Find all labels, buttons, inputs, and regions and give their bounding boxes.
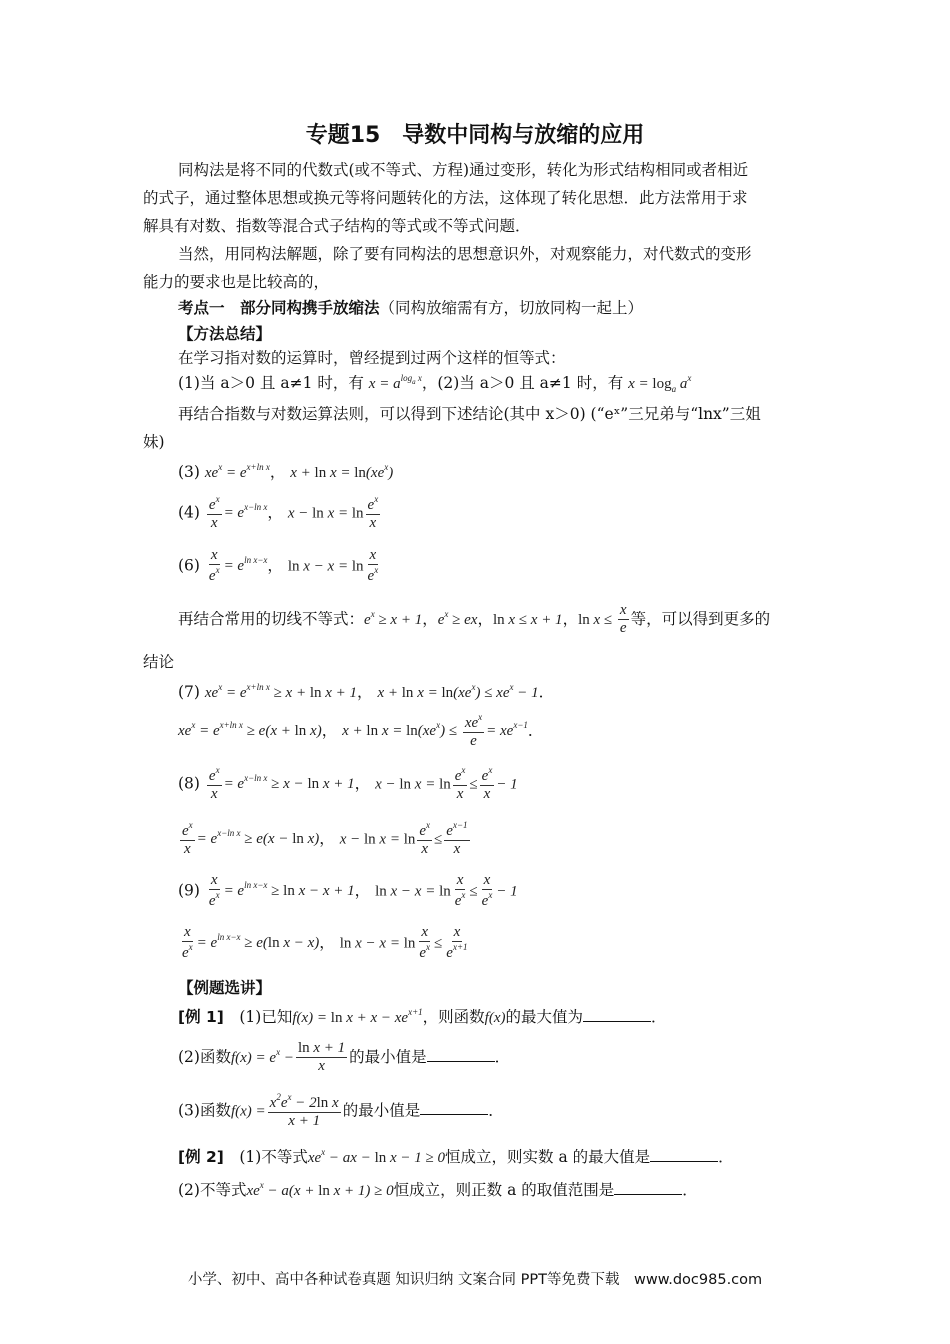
answer-blank[interactable] xyxy=(650,1147,718,1162)
method-line: 结论 xyxy=(143,653,175,671)
formula-7b: $xe^x = e^{x+ln x} \ge e(x + \ln x)$， $x + \ln x = \ln(xe^x)$ ≤ $\frac{xe^x}{e}$ = $xe^{x-1}$． xyxy=(178,712,544,750)
example-2-q2: (2)不等式$xe^x - a(x + \ln x + 1) \ge 0$恒成立，则正数 a 的取值范围是 ． xyxy=(178,1180,698,1199)
footer-text: 小学、初中、高中各种试卷真题 知识归纳 文案合同 PPT等免费下载 www.doc985.com xyxy=(187,1272,763,1288)
formula-7a: (7) $xe^x = e^{x+ln x} \ge x + \ln x + 1$， $x + \ln x = \ln(xe^x) \le xe^x - 1$． xyxy=(178,682,555,701)
method-line: 妹) xyxy=(143,433,165,451)
method-line: 在学习指对数的运算时，曾经提到过两个这样的恒等式： xyxy=(178,349,566,367)
example-1-q1: [例 1] (1)已知$f(x) = \ln x + x - xe^{x+1}$，则函数f(x)的最大值为 ． xyxy=(178,1007,667,1026)
kaodian-note: （同构放缩需有方，切放同构一起上） xyxy=(379,299,644,317)
answer-blank[interactable] xyxy=(420,1100,488,1115)
formula-9a: (9) $\frac{x}{e^x}$ = $e^{ln x-x} \ge \ln x - x + 1$， ln x − x = ln $\frac{x}{e^x}$ ≤ $\frac{x}{e^x}$ − 1 xyxy=(178,872,518,910)
answer-blank[interactable] xyxy=(427,1047,495,1062)
answer-blank[interactable] xyxy=(614,1180,682,1195)
example-1-q2: (2)函数$f(x) = e^x$ − $\frac{\text{ln x + 1}}{x}$ 的最小值是 ． xyxy=(178,1040,511,1075)
kaodian-label: 考点一 部分同构携手放缩法 xyxy=(178,299,380,317)
formula-6: (6) $\frac{x}{e^x}$ = $e^{ln x-x}$， ln x − x = ln $\frac{x}{e^x}$ xyxy=(178,547,379,585)
intro-line: 当然，用同构法解题，除了要有同构法的思想意识外，对观察能力，对代数式的变形 xyxy=(178,245,752,263)
examples-heading: 【例题选讲】 xyxy=(178,979,272,997)
page-title: 专题15 导数中同构与放缩的应用 xyxy=(305,123,645,148)
formula-8b: $\frac{e^x}{x}$ = $e^{x-ln x} \ge e(x - \ln x)$， x − ln x = ln $\frac{e^x}{x}$ ≤ $\frac{e^{x-1}}{x}$ xyxy=(182,820,468,858)
intro-line: 解具有对数、指数等混合式子结构的等式或不等式问题． xyxy=(143,217,531,235)
method-heading: 【方法总结】 xyxy=(178,325,272,343)
identity-line: (1)当 a＞0 且 a≠1 时，有 $x = a^{log_a x}$，(2)当 a＞0 且 a≠1 时，有 $x = \log_a a^x$ xyxy=(178,373,692,394)
example-1-q3: (3)函数f(x) = $\frac{x^2e^x - 2\ln x}{x + 1}$ 的最小值是 ． xyxy=(178,1092,504,1130)
formula-8a: (8) $\frac{e^x}{x}$ = $e^{x-ln x} \ge x - \ln x + 1$， x − ln x = ln $\frac{e^x}{x}$ ≤ $\frac{e^x}{x}$ − 1 xyxy=(178,765,518,803)
tangent-line: 再结合常用的切线不等式：$e^x \ge x + 1$，$e^x$ ≥ ex，ln x ≤ x + 1，ln x ≤ $\frac{x}{e}$ 等，可以得到更多的 xyxy=(178,602,771,637)
intro-line: 能力的要求也是比较高的， xyxy=(143,273,330,291)
answer-blank[interactable] xyxy=(583,1007,651,1022)
formula-3: (3) $xe^x = e^{x+ln x}$， $x + \ln x = \ln(xe^x)$ xyxy=(178,462,394,481)
example-2-q1: [例 2] (1)不等式$xe^x$ − ax − ln x − 1 ≥ 0恒成立，则实数 a 的最大值是 ． xyxy=(178,1147,734,1166)
method-line: 再结合指数与对数运算法则，可以得到下述结论(其中 x＞0) (“eˣ”三兄弟与“lnx”三姐 xyxy=(178,405,761,423)
formula-4: (4) $\frac{e^x}{x}$ = $e^{x-ln x}$， x − ln x = ln $\frac{e^x}{x}$ xyxy=(178,494,379,532)
intro-line: 同构法是将不同的代数式(或不等式、方程)通过变形，转化为形式结构相同或者相近 xyxy=(178,161,749,179)
intro-line: 的式子，通过整体思想或换元等将问题转化的方法，这体现了转化思想．此方法常用于求 xyxy=(143,189,748,207)
formula-9b: $\frac{x}{e^x}$ = $e^{ln x-x} \ge e(\ln$ x − x)， ln x − x = ln $\frac{x}{e^x}$ ≤ $\frac{x}{e^{x+1}}$ xyxy=(182,924,468,962)
section-heading xyxy=(178,296,643,318)
